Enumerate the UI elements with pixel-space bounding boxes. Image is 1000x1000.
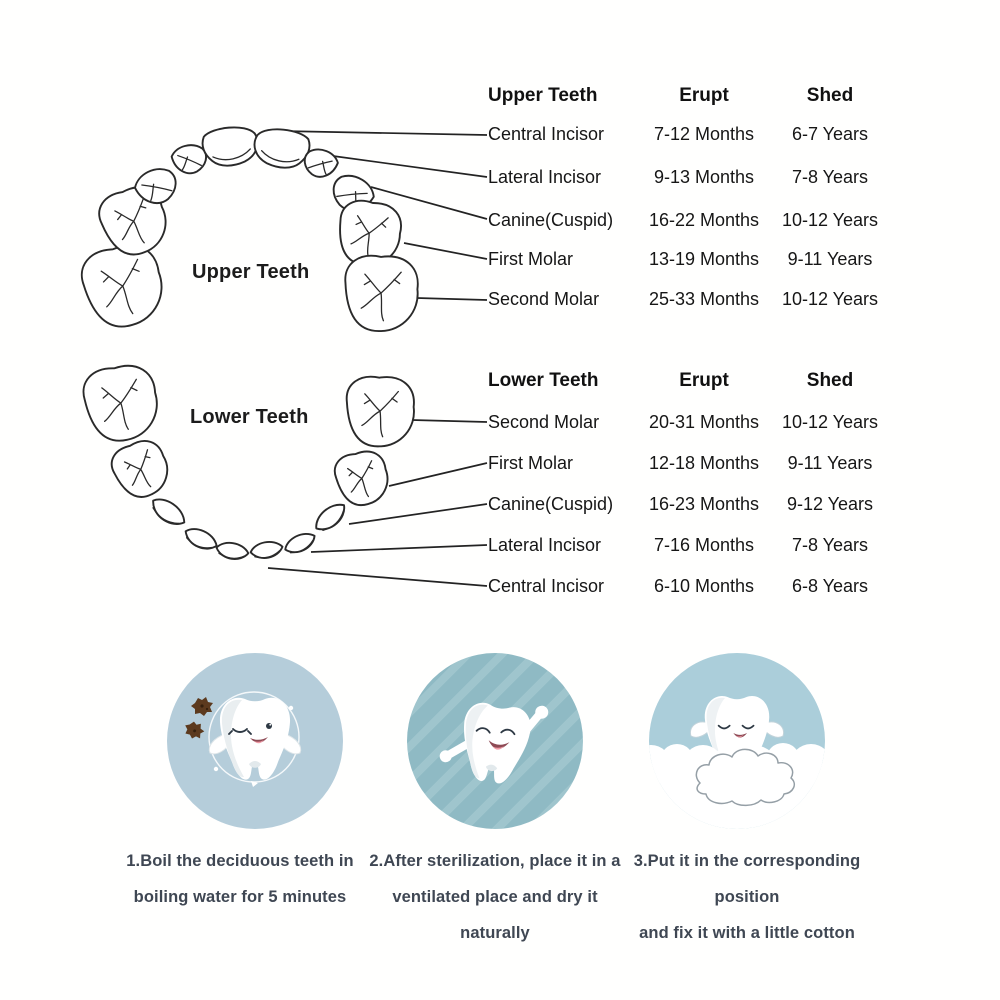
tooth-name: Canine(Cuspid) (488, 493, 614, 514)
shed-value: 10-12 Years (781, 411, 879, 432)
erupt-value: 12-18 Months (648, 452, 760, 473)
lower-arch-label: Lower Teeth (190, 406, 309, 428)
shed-value: 10-12 Years (781, 288, 879, 309)
table-row (488, 493, 890, 515)
upper-header-shed: Shed (806, 85, 854, 106)
shed-value: 9-11 Years (787, 248, 873, 269)
upper-table-header (488, 85, 890, 107)
cheering-tooth-character (437, 693, 549, 789)
erupt-value: 20-31 Months (648, 411, 760, 432)
shed-value: 10-12 Years (781, 209, 879, 230)
table-row (488, 123, 890, 145)
upper-arch-label: Upper Teeth (192, 261, 310, 283)
erupt-value: 16-23 Months (648, 493, 760, 514)
tooth-name: Lateral Incisor (488, 166, 602, 187)
lower-arch-illustration (75, 358, 490, 606)
tooth-name: Canine(Cuspid) (488, 209, 614, 230)
shed-value: 6-7 Years (791, 123, 869, 144)
lower-header-erupt: Erupt (679, 370, 729, 391)
table-row (488, 209, 890, 231)
happy-tooth-illustration (407, 653, 583, 829)
upper-teeth-drawing (78, 125, 420, 333)
erupt-value: 6-10 Months (653, 575, 755, 596)
erupt-value: 16-22 Months (648, 209, 760, 230)
upper-arch-illustration (78, 106, 492, 350)
lower-table-header (488, 370, 890, 392)
caption-line: and fix it with a little cotton (639, 924, 855, 942)
table-row (488, 534, 890, 556)
caption-line: 3.Put it in the corresponding position (633, 852, 861, 906)
shed-value: 6-8 Years (791, 575, 869, 596)
tooth-name: Central Incisor (488, 123, 605, 144)
tooth-name: Second Molar (488, 411, 600, 432)
erupt-value: 25-33 Months (648, 288, 760, 309)
step2-caption (362, 843, 628, 951)
tooth-cleaning-illustration (167, 653, 343, 829)
step1-circle (167, 653, 343, 829)
step3-caption (606, 843, 888, 951)
shed-value: 7-8 Years (791, 534, 869, 555)
step1-caption (112, 843, 368, 915)
tooth-name: First Molar (488, 248, 573, 269)
caption-line: boiling water for 5 minutes (133, 888, 347, 906)
caption-line: ventilated place and dry it naturally (392, 888, 598, 942)
erupt-value: 7-16 Months (653, 534, 755, 555)
erupt-value: 9-13 Months (653, 166, 755, 187)
erupt-value: 7-12 Months (653, 123, 755, 144)
tooth-name: Lateral Incisor (488, 534, 602, 555)
caption-line: 2.After sterilization, place it in a (369, 852, 621, 870)
lower-teeth-drawing (80, 362, 415, 561)
open-eye (266, 723, 272, 729)
table-row (488, 575, 890, 597)
shed-value: 9-11 Years (787, 452, 873, 473)
shed-value: 7-8 Years (791, 166, 869, 187)
lower-header-shed: Shed (806, 370, 854, 391)
table-row (488, 411, 890, 433)
upper-header-erupt: Erupt (679, 85, 729, 106)
shed-value: 9-12 Years (786, 493, 874, 514)
step2-circle (407, 653, 583, 829)
upper-header-teeth: Upper Teeth (488, 85, 598, 106)
tooth-name: Central Incisor (488, 575, 605, 596)
erupt-value: 13-19 Months (648, 248, 760, 269)
tooth-name: Second Molar (488, 288, 600, 309)
tooth-on-cloud-illustration (649, 653, 825, 829)
table-row (488, 452, 890, 474)
table-row (488, 288, 890, 310)
lower-header-teeth: Lower Teeth (488, 370, 599, 391)
tooth-name: First Molar (488, 452, 573, 473)
table-row (488, 166, 890, 188)
germ-icon (181, 697, 213, 742)
table-row (488, 248, 890, 270)
caption-line: 1.Boil the deciduous teeth in (126, 852, 354, 870)
step3-circle (649, 653, 825, 829)
